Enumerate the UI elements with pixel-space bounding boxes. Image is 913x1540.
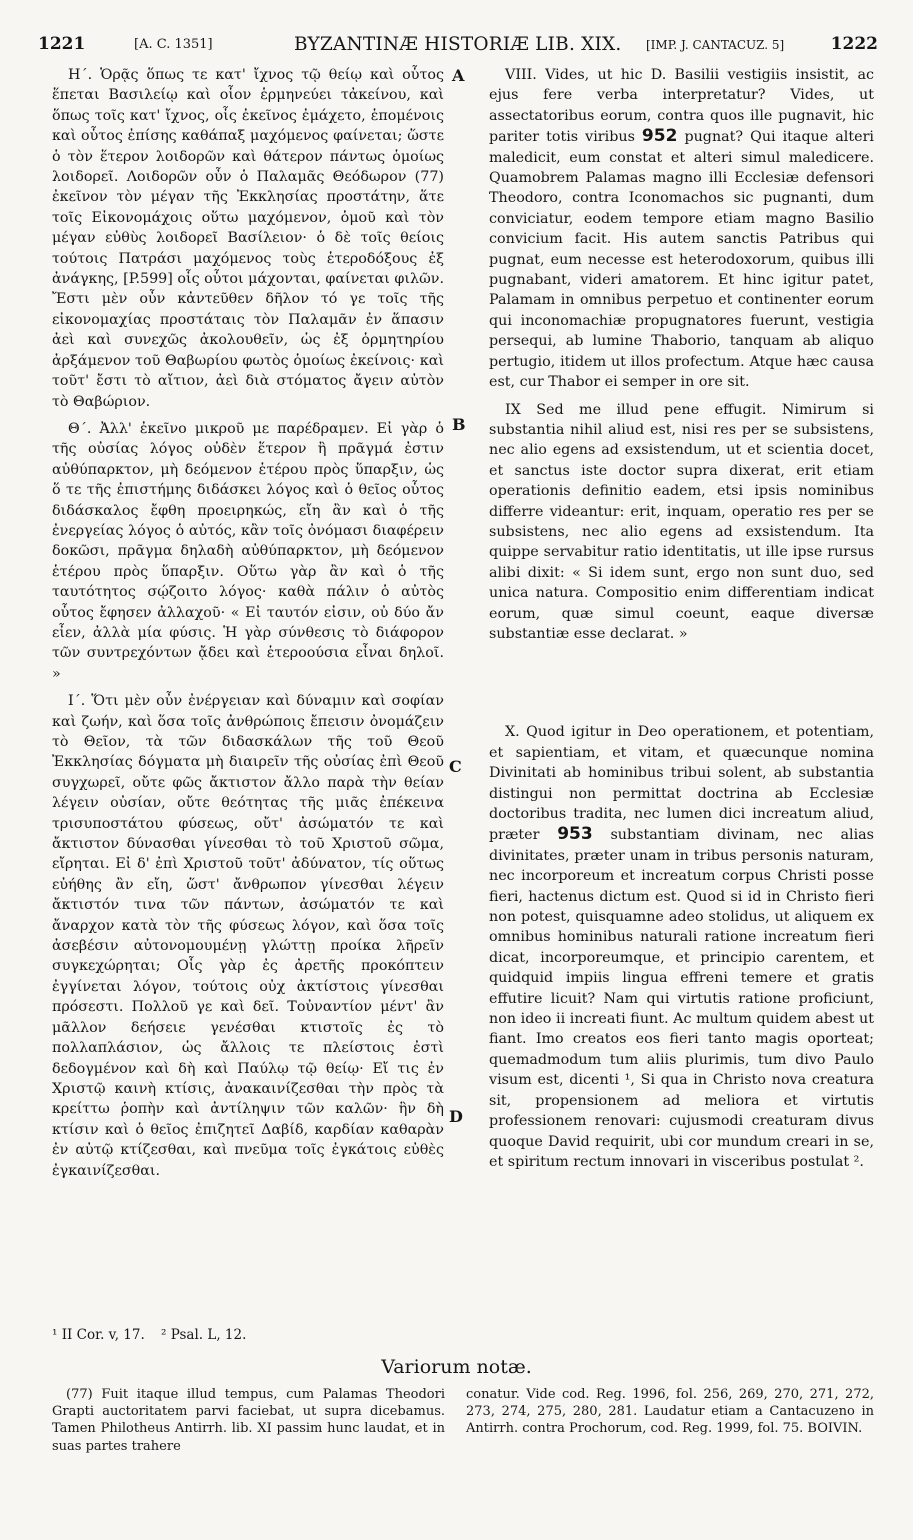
column-number-952: 952 bbox=[641, 126, 678, 147]
greek-column bbox=[52, 65, 444, 1181]
variorum-note-left bbox=[52, 1386, 445, 1455]
variorum-note-right bbox=[466, 1386, 874, 1438]
latin-paragraph-9: IX Sed me illud pene effugit. Nimirum si substantia nihil aliud est, nisi res per se subsistens, nec alio egens ad exsistendum, ut et scientia docet, et sanctus iste doctor supra dixerat, erit etiam operationis definitio eadem, etsi ipsis nominibus differre videantur: erit, inquam, operatio res per se subsistens, nec alio egens ad exsistendum. Ita quippe servabitur ratio identitatis, ut ille ipse rursus alibi dixit: « Si idem sunt, ergo non sunt duo, sed unica natura. Compositio enim differentiam indicat eorum, quæ simul coeunt, eaque diversæ substantiæ esse declarat. » bbox=[489, 401, 874, 642]
latin-p10-text-b: substantiam divinam, nec alias divinitates, præter unam in tribus personis naturam, nec incorporeum et increatum corpus Christi posse fieri, hactenus dictum est. Quod si id in Christo fieri non potest, quisquamne adeo stolidus, ut aliquem ex omnibus hominibus naturali ratione increatum fieri dicat, incorporeumque, et principio carentem, et quidquid impiis lingua effreni temere et gratis effutire licuit? Nam qui virtutis ratione proficiunt, non ideo ii increati fiunt. Ac multum quidem abest ut fiant. Imo creatos eos fieri tanto magis oporteat; quemadmodum tum aliis plurimis, tum divo Paulo visum est, dicenti ¹, Si qua in Christo nova creatura sit, propensionem ad meliora et virtutis professionem renovari: cujusmodi creaturam divus quoque David requirit, ubi cor mundum creari in se, et spiritum rectum innovari in visceribus postulat ². bbox=[489, 827, 875, 1170]
emperor-marker: [IMP. J. CANTACUZ. 5] bbox=[646, 38, 785, 52]
year-marker: [A. C. 1351] bbox=[134, 37, 213, 52]
page-number-left: 1221 bbox=[38, 34, 86, 54]
margin-mark-b: B bbox=[452, 415, 466, 434]
running-header bbox=[38, 34, 878, 62]
latin-p8-text-b: pugnat? Qui itaque alteri maledicit, eum constat et alteri simul maledicere. Quamobrem Palamas magno illi Ecclesiæ defensori Theodoro, contra Iconomachos sic pugnanti, dum conviciatur, eodem tempore etiam magno Basilio convicium facit. His autem sanctis Patribus qui pugnat, eum necesse est heterodoxorum, quibus illi pugnabant, videri amatorem. Et hinc igitur patet, Palamam in omnibus perpetuo et continenter eorum qui inconomachiæ propugnatores fuerunt, vestigia persequi, ab lumine Thaborio, tanquam ab aliquo pertugio, itidem ut illos profectum. Atque hæc causa est, cur Thabor ei semper in ore sit. bbox=[489, 129, 874, 391]
column-number-953: 953 bbox=[557, 824, 593, 845]
footnotes bbox=[52, 1327, 452, 1343]
footnote-1: ¹ II Cor. v, 17. bbox=[52, 1327, 145, 1343]
margin-mark-a: A bbox=[452, 66, 465, 85]
greek-paragraph-8: Η΄. Ὁρᾷς ὅπως τε κατ' ἴχνος τῷ θείῳ καὶ οὗτος ἕπεται Βασιλείῳ καὶ οἷον ἑρμηνεύει τἀκείνου, καὶ ὅπως τοῖς κατ' ἴχνος, οἷς ἐκεῖνος ἐμάχετο, ἑπομένοις καὶ οὗτος ἐπίσης καθάπαξ μαχόμενος φαίνεται; ὥστε ὁ τὸν ἕτερον λοιδορῶν καὶ θάτερον πάντως ὁμοίως λοιδορεῖ. Λοιδορῶν οὖν ὁ Παλαμᾶς Θεόδωρον (77) ἐκεῖνον τὸν μέγαν τῆς Ἐκκλησίας προστάτην, ἅτε τοῖς Εἰκονομάχοις οὕτω μαχόμενον, ὁμοῦ καὶ τὸν μέγαν εὐθὺς λοιδορεῖ Βασίλειον· ὁ δὲ τοῖς θείοις τούτοις Πατράσι μαχόμενος τοὺς ἑτεροδόξους ἐξ ἀνάγκης, [P.599] οἷς οὗτοι μάχονται, φαίνεται φιλῶν. Ἔστι μὲν οὖν κἀντεῦθεν δῆλον τό γε τοῖς τῆς εἰκονομαχίας προστάταις τὸν Παλαμᾶν ἐν ἅπασιν ἀεὶ καὶ συνεχῶς ἀκολουθεῖν, ὡς ἐξ ὁρμητηρίου ἀρξάμενον τοῦ Θαβωρίου φωτὸς ὁμοίως ἐκείνοις· καὶ τοῦτ' ἔστι τὸ αἴτιον, ἀεὶ διὰ στόματος ἄγειν αὐτὸν τὸ Θαβώριον. bbox=[52, 67, 444, 410]
margin-mark-d: D bbox=[449, 1107, 463, 1126]
variorum-title: Variorum notæ. bbox=[381, 1356, 532, 1378]
variorum-right-text: conatur. Vide cod. Reg. 1996, fol. 256, 269, 270, 271, 272, 273, 274, 275, 280, 281. Laudatur etiam a Cantacuzeno in Antirrh. contra Prochorum, cod. Reg. 1999, fol. 75. BOIVIN. bbox=[466, 1387, 874, 1437]
greek-paragraph-9: Θ΄. Ἀλλ' ἐκεῖνο μικροῦ με παρέδραμεν. Εἰ γὰρ ὁ τῆς οὐσίας λόγος οὐδὲν ἕτερον ἢ πρᾶγμά ἐστιν αὐθύπαρκτον, μὴ δεόμενον ἑτέρου πρὸς ὕπαρξιν, ὡς ὅ τε τῆς ἐπιστήμης διδάσκει λόγος καὶ ὁ θεῖος οὗτος διδάσκαλος ἔφθη προειρηκώς, εἴη ἂν καὶ ὁ τῆς ἐνεργείας λόγος ὁ αὐτός, κἂν τοῖς ὀνόμασι διαφέρειν δοκῶσι, πρᾶγμα δηλαδὴ αὐθύπαρκτον, μὴ δεόμενον ἑτέρου πρὸς ὕπαρξιν. Οὕτω γὰρ ἂν καὶ ὁ τῆς ταυτότητος σῴζοιτο λόγος· καθὰ πάλιν ὁ αὐτὸς οὗτος ἔφησεν ἀλλαχοῦ· « Εἰ ταυτόν εἰσιν, οὐ δύο ἄν εἶεν, ἀλλὰ μία φύσις. Ἡ γὰρ σύνθεσις τὸ διάφορον τῶν συντρεχόντων ᾄδει καὶ ἑτεροούσια εἶναι δηλοῖ. » bbox=[52, 420, 444, 682]
footnote-2: ² Psal. L, 12. bbox=[161, 1327, 247, 1343]
variorum-left-text: (77) Fuit itaque illud tempus, cum Palamas Theodori Grapti auctoritatem parvi faciebat, ut supra dicebamus. Tamen Philotheus Antirrh. lib. XI passim hunc laudat, et in suas partes trahere bbox=[52, 1387, 445, 1454]
greek-paragraph-10: Ι΄. Ὅτι μὲν οὖν ἐνέργειαν καὶ δύναμιν καὶ σοφίαν καὶ ζωήν, καὶ ὅσα τοῖς ἀνθρώποις ἔπεισιν ὀνομάζειν τὸ Θεῖον, τὰ τῶν διδασκάλων τῆς τοῦ Θεοῦ Ἐκκλησίας δόγματα μὴ διαιρεῖν τῆς οὐσίας ἐπὶ Θεοῦ συγχωρεῖ, οὔτε φῶς ἄκτιστον ἄλλο παρὰ τὴν θείαν λέγειν οὐσίαν, οὔτε θεότητας τῆς μιᾶς ἐπέκεινα τρισυποστάτου φύσεως, οὔτ' ἀσώματόν τε καὶ ἄκτιστον δύνασθαι γίνεσθαι τὸ τοῦ Χριστοῦ σῶμα, εἴρηται. Εἰ δ' ἐπὶ Χριστοῦ τοῦτ' ἀδύνατον, τίς οὕτως εὐήθης ἂν εἴη, ὥστ' ἄνθρωπον γίνεσθαι λέγειν ἄκτιστόν τινα τῶν πάντων, ἀσώματόν τε καὶ ἄναρχον κατὰ τὸν τῆς φύσεως λόγον, καὶ ὅσα τοῖς ἀσεβέσιν αὐτονομουμένῃ γλώττῃ προίκα λῆρεῖν συγκεχώρηται; Οἷς γὰρ ἐς ἀρετῆς προκόπτειν ἐγγίνεται λόγον, τούτοις οὐχ ἀκτίστοις γίνεσθαι πρόσεστι. Πολλοῦ γε καὶ δεῖ. Τοὐναντίον μέντ' ἂν μᾶλλον δεήσειε γενέσθαι κτιστοῖς ἐς τὸ πολλαπλάσιον, ὡς ἄλλοις τε πλείστοις ἐστὶ δεδογμένον καὶ δὴ καὶ Παύλῳ τῷ θείῳ· Εἴ τις ἐν Χριστῷ καινὴ κτίσις, ἀνακαινίζεσθαι τὴν πρὸς τὰ κρείττω ῥοπὴν καὶ ἀντίληψιν τῶν καλῶν· ἣν δὴ κτίσιν καὶ ὁ θεῖος ἐπιζητεῖ Δαβίδ, καρδίαν καθαρὰν ἐν αὐτῷ κτίζεσθαι, καὶ πνεῦμα τοῖς ἐγκάτοις εὐθὲς ἐγκαινίζεσθαι. bbox=[52, 693, 444, 1179]
running-title: BYZANTINÆ HISTORIÆ LIB. XIX. bbox=[294, 34, 622, 55]
latin-column bbox=[489, 65, 874, 1172]
margin-mark-c: C bbox=[449, 757, 462, 776]
latin-paragraph-8 bbox=[489, 65, 874, 393]
latin-p8-text-a: VIII. Vides, ut hic D. Basilii vestigiis insistit, ac ejus fere verba interpretatur? Vides, ut assectatoribus eorum, contra quos ille pugnavit, hic pariter totis viribus bbox=[489, 67, 874, 146]
latin-paragraph-10 bbox=[489, 722, 874, 1172]
latin-p10-text-a: X. Quod igitur in Deo operationem, et potentiam, et sapientiam, et vitam, et quæcunque nomina Divinitati ab hominibus tribui solent, ab substantia distingui non permittat doctrina ab Ecclesiæ doctoribus tradita, nec lumen dici increatum aliud, præter bbox=[489, 724, 874, 844]
page-number-right: 1222 bbox=[830, 34, 878, 54]
